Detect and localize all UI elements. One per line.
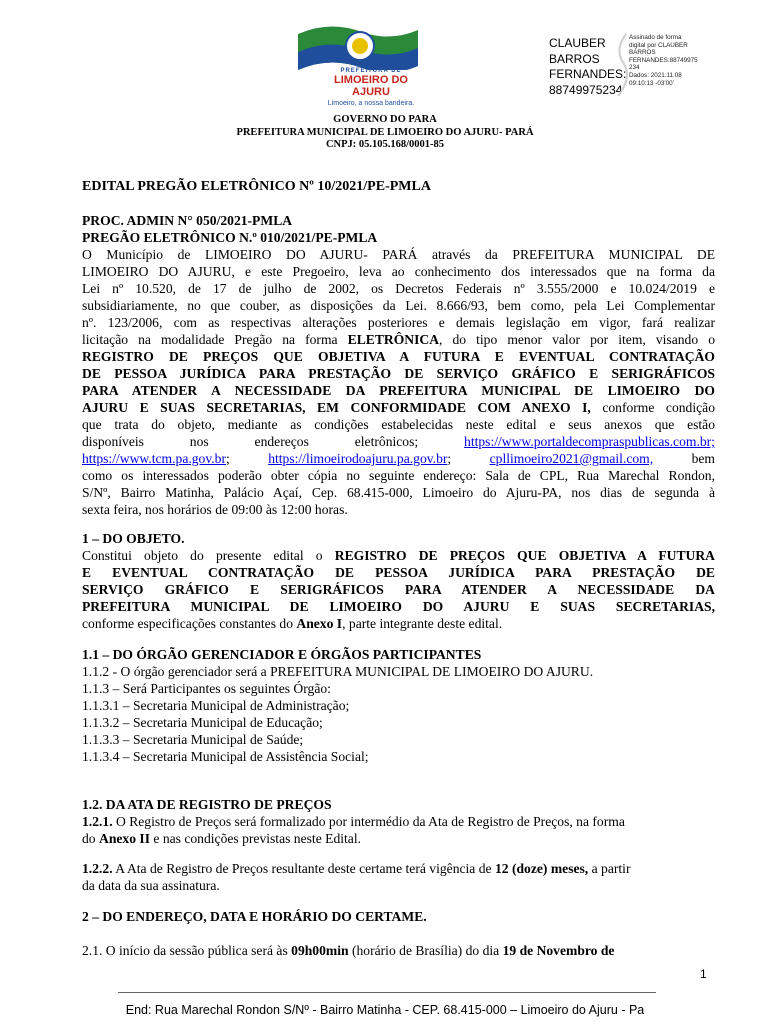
- intro-line: sexta feira, nos horários de 09:00 às 12:00 horas.: [82, 502, 348, 517]
- intro-line: [82, 331, 715, 348]
- signature-info-line: Assinado de forma: [629, 34, 682, 41]
- text-run: 19 de Novembro de: [502, 943, 615, 958]
- text-run: , parte integrante deste edital.: [342, 616, 503, 631]
- intro-line: subsidiariamente, no que couber, as disposições da Lei. 8.666/93, bem como, pela Lei Complementar: [82, 298, 715, 313]
- section-endereco: [82, 908, 715, 925]
- text-run: , do tipo menor valor por item, visando o: [439, 332, 715, 347]
- org-header: [0, 114, 770, 152]
- signature-info-line: 09:10:13 -03'00': [629, 79, 674, 87]
- signature-name-line: BARROS: [549, 51, 600, 66]
- signature-info-line: digital por CLAUBER: [629, 41, 688, 49]
- text-run: AJURU E SUAS SECRETARIAS, EM CONFORMIDADE COM ANEXO I,: [82, 400, 591, 415]
- intro-line: LIMOEIRO DO AJURU, e este Pregoeiro, leva ao conhecimento dos interessados que na forma da: [82, 264, 715, 279]
- text-run: Anexo II: [99, 831, 150, 846]
- orgao-item: 1.1.3.3 – Secretaria Municipal de Saúde;: [82, 732, 304, 747]
- vigencia-line: [82, 860, 715, 877]
- section-title: 2 – DO ENDEREÇO, DATA E HORÁRIO DO CERTAME.: [82, 909, 427, 924]
- vigencia-line: da data da sua assinatura.: [82, 878, 220, 893]
- signature-name-line: FERNANDES:: [549, 67, 627, 81]
- doc-title: EDITAL PREGÃO ELETRÔNICO Nº 10/2021/PE-PMLA: [82, 179, 431, 194]
- intro-line: O Município de LIMOEIRO DO AJURU- PARÁ através da PREFEITURA MUNICIPAL DE: [82, 247, 715, 262]
- text-run: nos: [189, 434, 209, 449]
- text-run: REGISTRO DE PREÇOS QUE OBJETIVA A FUTURA: [334, 548, 715, 563]
- text-run: 12 (doze) meses,: [494, 861, 589, 876]
- footer-address: End: Rua Marechal Rondon S/Nº - Bairro Matinha - CEP. 68.415-000 – Limoeiro do Ajuru - Pa: [125, 1003, 645, 1017]
- text-run: e nas condições previstas neste Edital.: [149, 831, 361, 846]
- signature-name-line: 88749975234: [549, 82, 623, 97]
- signature-info-line: BARROS: [629, 49, 656, 57]
- footer-divider: [118, 992, 656, 993]
- intro-line: que trata do objeto, mediante as condições estabelecidas neste edital e seus anexos que estão: [82, 417, 715, 432]
- section-sessao: [82, 942, 715, 959]
- org-line: PREFEITURA MUNICIPAL DE LIMOEIRO DO AJURU- PARÁ: [236, 126, 534, 138]
- email-link[interactable]: cpllimoeiro2021@gmail.com,: [489, 451, 654, 466]
- logo-brand-main: LIMOEIRO DO AJURU: [334, 74, 408, 98]
- intro-line: como os interessados poderão obter cópia no seguinte endereço: Sala de CPL, Rua Marechal Rondon,: [82, 468, 715, 483]
- section-ata: [82, 796, 715, 847]
- text-run: bem: [691, 451, 715, 466]
- sessao-line: [82, 942, 715, 959]
- intro-section: [82, 212, 715, 518]
- section-vigencia: [82, 860, 715, 894]
- text-run: A Ata de Registro de Preços resultante deste certame terá vigência de: [112, 861, 495, 876]
- orgao-item: 1.1.2 - O órgão gerenciador será a PREFEITURA MUNICIPAL DE LIMOEIRO DO AJURU.: [82, 664, 594, 679]
- pregao-number: PREGÃO ELETRÔNICO N.º 010/2021/PE-PMLA: [82, 230, 378, 245]
- text-run: a partir: [588, 861, 631, 876]
- text-run: 2.1. O início da sessão pública será às: [82, 943, 292, 958]
- signature-info-line: FERNANDES:88749975: [629, 56, 698, 64]
- objeto-line: [82, 547, 715, 564]
- objeto-bold-line: SERVIÇO GRÁFICO E SERIGRÁFICOS PARA ATENDER A NECESSIDADE DA: [82, 582, 715, 597]
- intro-bold-line: PARA ATENDER A NECESSIDADE DA PREFEITURA MUNICIPAL DE LIMOEIRO DO: [82, 383, 715, 398]
- logo-brand-top: PREFEITURA DE: [340, 68, 402, 74]
- intro-bold-line: REGISTRO DE PREÇOS QUE OBJETIVA A FUTURA E EVENTUAL CONTRATAÇÃO: [82, 349, 715, 364]
- orgao-item: 1.1.3.2 – Secretaria Municipal de Educação;: [82, 715, 323, 730]
- ata-line: [82, 813, 715, 830]
- signature-info-line: 234: [629, 64, 640, 72]
- org-line: GOVERNO DO PARA: [333, 114, 437, 125]
- text-run: Anexo I: [296, 616, 343, 631]
- intro-line: https://www.tcm.pa.gov.br; https://limoeirodoajuru.pa.gov.br; cpllimoeiro2021@gmail.com, bem: [82, 451, 715, 466]
- text-run: conforme condição: [590, 400, 715, 415]
- section-title: 1.2. DA ATA DE REGISTRO DE PREÇOS: [82, 797, 332, 812]
- section-orgaos: [82, 646, 715, 765]
- municipality-logo: [290, 22, 440, 108]
- objeto-bold-line: PREFEITURA MUNICIPAL DE LIMOEIRO DO AJURU E SUAS SECRETARIAS,: [82, 599, 715, 614]
- text-run: licitação na modalidade Pregão na forma: [82, 332, 348, 347]
- intro-line: nº. 123/2006, com as respectivas alterações posteriores e demais legislação em vigor, fará realizar: [82, 315, 715, 330]
- intro-line: Lei nº 10.520, de 17 de julho de 2002, os Decretos Federais nº 3.555/2000 e 10.024/2019 e: [82, 281, 715, 296]
- orgao-item: 1.1.3 – Será Participantes os seguintes Órgão:: [82, 681, 331, 696]
- text-run: endereços: [254, 434, 309, 449]
- page-number: 1: [700, 967, 707, 981]
- signature-info-line: Dados: 2021.11.08: [629, 71, 682, 79]
- text-run: (horário de Brasília) do dia: [348, 943, 503, 958]
- limoeiro-site-link[interactable]: https://limoeirodoajuru.pa.gov.br: [268, 451, 448, 466]
- section-title: 1.1 – DO ÓRGÃO GERENCIADOR E ÓRGÃOS PARTICIPANTES: [82, 647, 482, 662]
- signature-details: [629, 34, 709, 87]
- text-run: conforme especificações constantes do: [82, 616, 297, 631]
- text-run: ELETRÔNICA: [347, 332, 440, 347]
- intro-bold-line: DE PESSOA JURÍDICA PARA PRESTAÇÃO DE SERVIÇO GRÁFICO E SERIGRÁFICOS: [82, 366, 715, 381]
- text-run: 1.2.2.: [82, 861, 113, 876]
- text-run: O Registro de Preços será formalizado por intermédio da Ata de Registro de Preços, na forma: [112, 814, 625, 829]
- signature-name-line: CLAUBER: [549, 36, 606, 50]
- orgao-item: 1.1.3.4 – Secretaria Municipal de Assistência Social;: [82, 749, 369, 764]
- ata-line: [82, 830, 715, 847]
- portal-compras-link[interactable]: https://www.portaldecompraspublicas.com.br;: [464, 434, 715, 449]
- proc-number: PROC. ADMIN N° 050/2021-PMLA: [82, 213, 293, 228]
- logo-slogan: Limoeiro, a nossa bandeira.: [327, 100, 415, 107]
- text-run: eletrônicos;: [354, 434, 419, 449]
- intro-line: S/Nº, Bairro Matinha, Palácio Açaí, Cep. 68.415-000, Limoeiro do Ajuru-PA, nos dias de segunda à: [82, 485, 715, 500]
- objeto-bold-line: E EVENTUAL CONTRATAÇÃO DE PESSOA JURÍDICA PARA PRESTAÇÃO DE: [82, 565, 715, 580]
- tcm-link[interactable]: https://www.tcm.pa.gov.br: [82, 451, 226, 466]
- text-run: 09h00min: [291, 943, 349, 958]
- section-title: 1 – DO OBJETO.: [82, 531, 185, 546]
- org-line: CNPJ: 05.105.168/0001-85: [325, 139, 445, 150]
- section-objeto: [82, 530, 715, 632]
- text-run: disponíveis: [82, 434, 144, 449]
- orgao-item: 1.1.3.1 – Secretaria Municipal de Administração;: [82, 698, 350, 713]
- intro-line: [82, 433, 715, 450]
- text-run: 1.2.1.: [82, 814, 113, 829]
- intro-line: [82, 399, 715, 416]
- text-run: Constitui objeto do presente edital o: [82, 548, 335, 563]
- objeto-line: [82, 615, 715, 632]
- text-run: do: [82, 831, 99, 846]
